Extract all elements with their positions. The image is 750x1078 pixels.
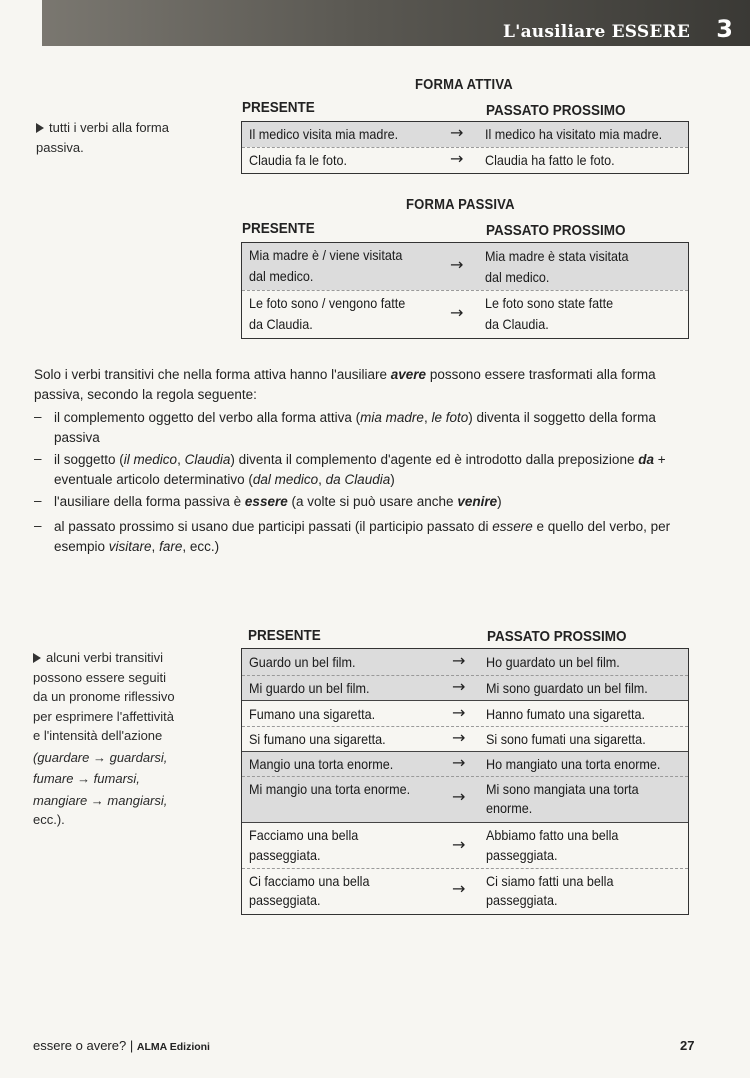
cell-presente: Mi mangio una torta enorme. <box>249 781 411 797</box>
cell-passato: Ho mangiato una torta enorme. <box>486 756 661 772</box>
column-header-passato-prossimo: PASSATO PROSSIMO <box>487 628 627 645</box>
table-row <box>242 776 688 822</box>
table-row <box>242 868 688 913</box>
footer-book-title: essere o avere? <box>33 1038 127 1053</box>
table-row <box>242 700 688 726</box>
rules-intro-text-end: possono essere trasformati alla forma passiva, secondo la regola seguente: <box>34 367 656 402</box>
cell-presente: Claudia fa le foto. <box>249 152 348 168</box>
rules-intro <box>34 365 694 405</box>
cell-passato: Claudia ha fatto le foto. <box>485 152 615 168</box>
rule-italic: essere <box>492 519 533 534</box>
table-row <box>242 290 688 338</box>
rule-text: (a volte si può usare anche <box>287 494 458 509</box>
arrow-icon: → <box>450 123 464 142</box>
cell-passato: Mi sono guardato un bel film. <box>486 680 648 696</box>
cell-presente-line2: passeggiata. <box>249 847 321 863</box>
rule-text: il soggetto ( <box>54 452 124 467</box>
footer-publisher: ALMA Edizioni <box>136 1041 210 1053</box>
cell-passato-line2: da Claudia. <box>485 316 549 332</box>
rule-text: l'ausiliare della forma passiva è <box>54 494 245 509</box>
chapter-number: 3 <box>716 15 733 43</box>
cell-passato-line2: passeggiata. <box>486 892 558 908</box>
arrow-icon: → <box>452 787 466 806</box>
cell-passato: Si sono fumati una sigaretta. <box>486 731 646 747</box>
note-line: e l'intensità dell'azione <box>33 728 163 743</box>
arrow-icon: → <box>450 149 464 168</box>
rule-italic: dal medico <box>252 472 319 487</box>
emphasis-avere: avere <box>390 367 427 382</box>
note-line: fumare → fumarsi, <box>33 771 140 786</box>
arrow-icon: → <box>452 879 466 898</box>
arrow-icon: → <box>452 728 466 747</box>
bullet-dash: – <box>34 493 42 508</box>
rule-text: ) <box>497 494 502 509</box>
side-note-passive <box>36 118 206 157</box>
footer-divider: | <box>129 1038 134 1053</box>
cell-passato: Il medico ha visitato mia madre. <box>485 126 663 142</box>
cell-presente-line2: passeggiata. <box>249 892 321 908</box>
note-line: (guardare → guardarsi, <box>33 749 168 765</box>
emphasis-venire: venire <box>457 494 498 509</box>
cell-presente: Guardo un bel film. <box>249 654 356 670</box>
chapter-title: L'ausiliare ESSERE <box>503 22 690 42</box>
emphasis-essere: essere <box>244 494 288 509</box>
triangle-bullet-icon <box>36 123 44 133</box>
rule-text: ) diventa il complemento d'agente ed è introdotto dalla preposizione <box>230 452 639 467</box>
rule-text: , <box>318 472 326 487</box>
section-title-forma-passiva: FORMA PASSIVA <box>406 197 515 213</box>
table-row <box>242 675 688 700</box>
side-note-reflexive <box>33 648 213 830</box>
arrow-icon: → <box>452 753 466 772</box>
rule-text: e quello del verbo, per esempio <box>54 519 671 554</box>
cell-presente: Il medico visita mia madre. <box>249 126 399 142</box>
note-line: possono essere seguiti <box>33 669 166 685</box>
rule-text: , <box>151 539 160 554</box>
cell-passato: Hanno fumato una sigaretta. <box>486 706 646 722</box>
cell-passato-line2: enorme. <box>486 800 533 816</box>
cell-passato-line2: passeggiata. <box>486 847 558 863</box>
note-line: mangiare → mangiarsi, <box>33 792 168 808</box>
section-title-forma-attiva: FORMA ATTIVA <box>415 77 513 93</box>
cell-presente: Si fumano una sigaretta. <box>249 731 386 747</box>
rule-text: ) <box>390 472 395 487</box>
arrow-icon: → <box>452 677 466 696</box>
arrow-icon: → <box>450 303 464 322</box>
column-header-presente: PRESENTE <box>248 627 321 644</box>
cell-presente-line1: Le foto sono / vengono fatte <box>249 295 406 311</box>
rule-text: al passato prossimo si usano due participi passati (il participio passato di <box>54 519 493 534</box>
cell-presente-line2: dal medico. <box>249 268 314 284</box>
rule-italic: fare <box>159 539 183 554</box>
arrow-icon: → <box>452 703 466 722</box>
cell-passato: Ho guardato un bel film. <box>486 654 620 670</box>
rule-italic: visitare <box>108 539 152 554</box>
footer-book-info <box>33 1038 210 1053</box>
cell-presente-line2: da Claudia. <box>249 316 313 332</box>
cell-passato-line1: Mia madre è stata visitata <box>485 248 629 264</box>
bullet-dash: – <box>34 409 42 424</box>
cell-passato-line2: dal medico. <box>485 269 550 285</box>
rule-bullet-3 <box>54 492 694 512</box>
rule-bullet-2 <box>54 450 694 490</box>
rule-text: , ecc.) <box>182 539 220 554</box>
side-note-text: tutti i verbi alla forma passiva. <box>36 120 169 155</box>
rule-italic: Claudia <box>184 452 231 467</box>
rule-italic: il medico <box>123 452 178 467</box>
table-forma-attiva <box>241 121 689 174</box>
table-reflexive-verbs <box>241 648 689 915</box>
rule-text: , <box>423 410 432 425</box>
table-row <box>242 243 688 290</box>
arrow-icon: → <box>450 255 464 274</box>
rule-italic: le foto <box>431 410 469 425</box>
cell-presente-line1: Mia madre è / viene visitata <box>249 247 403 263</box>
note-line: ecc.). <box>33 812 65 827</box>
column-header-presente: PRESENTE <box>242 220 315 237</box>
cell-passato-line1: Abbiamo fatto una bella <box>486 827 619 843</box>
rule-text: ) diventa il soggetto della forma passiva <box>54 410 656 445</box>
rules-intro-text: Solo i verbi transitivi che nella forma attiva hanno l'ausiliare <box>34 367 391 382</box>
column-header-presente: PRESENTE <box>242 99 315 116</box>
rule-text: il complemento oggetto del verbo alla forma attiva ( <box>54 410 361 425</box>
bullet-dash: – <box>34 518 42 533</box>
page-number: 27 <box>680 1038 695 1053</box>
cell-passato-line1: Ci siamo fatti una bella <box>486 873 614 889</box>
table-row <box>242 147 688 173</box>
note-line: alcuni verbi transitivi <box>46 650 164 665</box>
cell-presente-line1: Facciamo una bella <box>249 827 359 843</box>
arrow-icon: → <box>452 835 466 854</box>
table-row <box>242 122 688 147</box>
table-row <box>242 726 688 751</box>
cell-passato-line1: Le foto sono state fatte <box>485 295 614 311</box>
rule-bullet-4 <box>54 517 694 557</box>
column-header-passato-prossimo: PASSATO PROSSIMO <box>486 222 626 239</box>
emphasis-da: da <box>638 452 654 467</box>
cell-presente-line1: Ci facciamo una bella <box>249 873 370 889</box>
cell-passato-line1: Mi sono mangiata una torta <box>486 781 639 797</box>
bullet-dash: – <box>34 451 42 466</box>
note-line: da un pronome riflessivo <box>33 689 175 704</box>
table-row <box>242 751 688 776</box>
rule-italic: mia madre <box>360 410 424 425</box>
cell-presente: Fumano una sigaretta. <box>249 706 376 722</box>
table-row <box>242 649 688 675</box>
triangle-bullet-icon <box>33 653 41 663</box>
rule-text: + eventuale articolo determinativo ( <box>54 452 666 487</box>
cell-presente: Mi guardo un bel film. <box>249 680 370 696</box>
chapter-header-band <box>42 0 750 46</box>
rule-italic: da Claudia <box>325 472 391 487</box>
arrow-icon: → <box>452 651 466 670</box>
table-row <box>242 822 688 868</box>
rule-bullet-1 <box>54 408 694 448</box>
column-header-passato-prossimo: PASSATO PROSSIMO <box>486 102 626 119</box>
note-line: per esprimere l'affettività <box>33 708 174 724</box>
rule-text: , <box>177 452 185 467</box>
cell-presente: Mangio una torta enorme. <box>249 756 394 772</box>
table-forma-passiva <box>241 242 689 339</box>
